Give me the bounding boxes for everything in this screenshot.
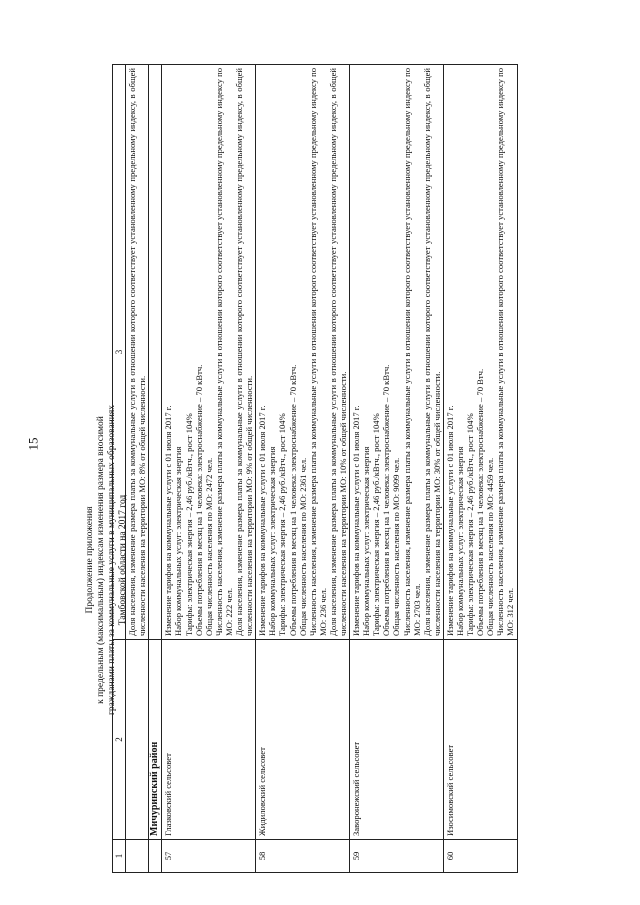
continued-text: Доля населения, изменение размера платы за коммунальные услуги в отношении которого соответствует установленному предельному индексу, в общей численности населения на территории МО: 8% от общей численности. — [126, 65, 149, 640]
detail-line: Численность населения, изменение размера платы за коммунальные услуги в отношении которого соответствует установленному предельному индексу по МО: 236 чел. — [307, 68, 328, 636]
table-body — [162, 65, 517, 873]
tariff-details — [443, 65, 517, 640]
row-number: 57 — [162, 840, 256, 873]
detail-line: Тарифы: электрическая энергия – 2,46 руб./кВтч., рост 104% — [277, 413, 288, 636]
district-row — [149, 65, 162, 873]
table-row — [443, 65, 517, 873]
detail-line: Численность населения, изменение размера платы за коммунальные услуги в отношении которого соответствует установленному предельному индексу по МО: 312 чел. — [495, 68, 516, 636]
row-number: 60 — [443, 840, 517, 873]
detail-line: Общая численность населения по МО: 2472 чел. — [203, 457, 214, 636]
indices-table — [112, 64, 518, 873]
detail-line: Объемы потребления в месяц на 1 человека: электроснабжение – 70 кВтч. — [381, 364, 392, 636]
detail-line: Тарифы: электрическая энергия – 2,46 руб./кВтч., рост 104% — [371, 413, 382, 636]
detail-line: Изменение тарифов на коммунальные услуги с 01 июля 2017 г. — [257, 405, 268, 636]
detail-line: Общая численность населения по МО: 2361 чел. — [297, 457, 308, 636]
detail-line: Доля населения, изменение размера платы за коммунальные услуги в отношении которого соответствует установленному предельному индексу, в общей численности населения на территории МО: 10% от общей численности. — [327, 68, 348, 636]
detail-line: Общая численность населения по МО: 4459 чел. — [485, 457, 496, 636]
table-row — [162, 65, 256, 873]
detail-line: Численность населения, изменение размера платы за коммунальные услуги в отношении которого соответствует установленному предельному индексу по МО: 222 чел. — [213, 68, 234, 636]
column-number-row — [113, 65, 126, 873]
detail-line: Доля населения, изменение размера платы за коммунальные услуги в отношении которого соответствует установленному предельному индексу, в общей численности населения на территории МО: 9% от общей численности. — [234, 68, 255, 636]
heading-line: Тамбовской области на 2017 год — [118, 494, 128, 626]
detail-line: Объемы потребления в месяц на 1 человека: электроснабжение – 70 кВтч. — [193, 364, 204, 636]
tariff-details — [350, 65, 444, 640]
column-number: 1 — [113, 840, 126, 873]
column-number: 3 — [113, 65, 126, 640]
detail-line: Изменение тарифов на коммунальные услуги с 01 июля 2017 г. — [444, 405, 455, 636]
district-name: Мичуринский район — [149, 640, 162, 840]
page-number: 15 — [25, 437, 41, 451]
municipality-name: Изосимовский сельсовет — [443, 640, 517, 840]
column-number: 2 — [113, 640, 126, 840]
detail-line: Объемы потребления в месяц на 1 человека: электроснабжение – 70 кВтч. — [287, 364, 298, 636]
municipality-name: Глазковский сельсовет — [162, 640, 256, 840]
detail-line: Изменение тарифов на коммунальные услуги с 01 июля 2017 г. — [163, 405, 174, 636]
detail-line: Общая численность населения по МО: 9099 чел. — [391, 457, 402, 636]
detail-line: Набор коммунальных услуг: электрическая энергия — [455, 446, 465, 636]
detail-line: Доля населения, изменение размера платы за коммунальные услуги в отношении которого соответствует установленному предельному индексу, в общей численности населения на территории МО: 30% от общей численности. — [421, 68, 442, 636]
heading-line: гражданами платы за коммунальные услуги в муниципальных образованиях — [107, 405, 117, 715]
heading-line: к предельным (максимальным) индексам изменения размера вносимой — [96, 416, 106, 704]
detail-line: Набор коммунальных услуг: электрическая энергия — [173, 446, 184, 636]
appendix-heading — [85, 290, 128, 715]
municipality-name: Заворонежский сельсовет — [350, 640, 444, 840]
row-number: 59 — [350, 840, 444, 873]
detail-line: Тарифы: электрическая энергия – 2,46 руб./кВтч., рост 104% — [183, 413, 194, 636]
tariff-details — [256, 65, 350, 640]
municipality-name: Жидиловский сельсовет — [256, 640, 350, 840]
continued-row — [126, 65, 149, 873]
table-row — [350, 65, 444, 873]
table-row — [256, 65, 350, 873]
heading-line: Продолжение приложения — [85, 506, 95, 614]
detail-line: Объемы потребления в месяц на 1 человека: электроснабжение – 70 Втч. — [475, 368, 486, 636]
detail-line: Изменение тарифов на коммунальные услуги с 01 июля 2017 г. — [351, 405, 362, 636]
detail-line: Набор коммунальных услуг: электрическая энергия — [267, 446, 278, 636]
detail-line: Набор коммунальных услуг: электрическая энергия — [361, 446, 372, 636]
rotated-table-container — [112, 65, 620, 873]
row-number: 58 — [256, 840, 350, 873]
tariff-details — [162, 65, 256, 640]
detail-line: Численность населения, изменение размера платы за коммунальные услуги в отношении которого соответствует установленному предельному индексу по МО: 2703 чел. — [401, 68, 422, 636]
detail-line: Тарифы: электрическая энергия – 2,46 руб./кВтч., рост 104% — [465, 413, 476, 636]
